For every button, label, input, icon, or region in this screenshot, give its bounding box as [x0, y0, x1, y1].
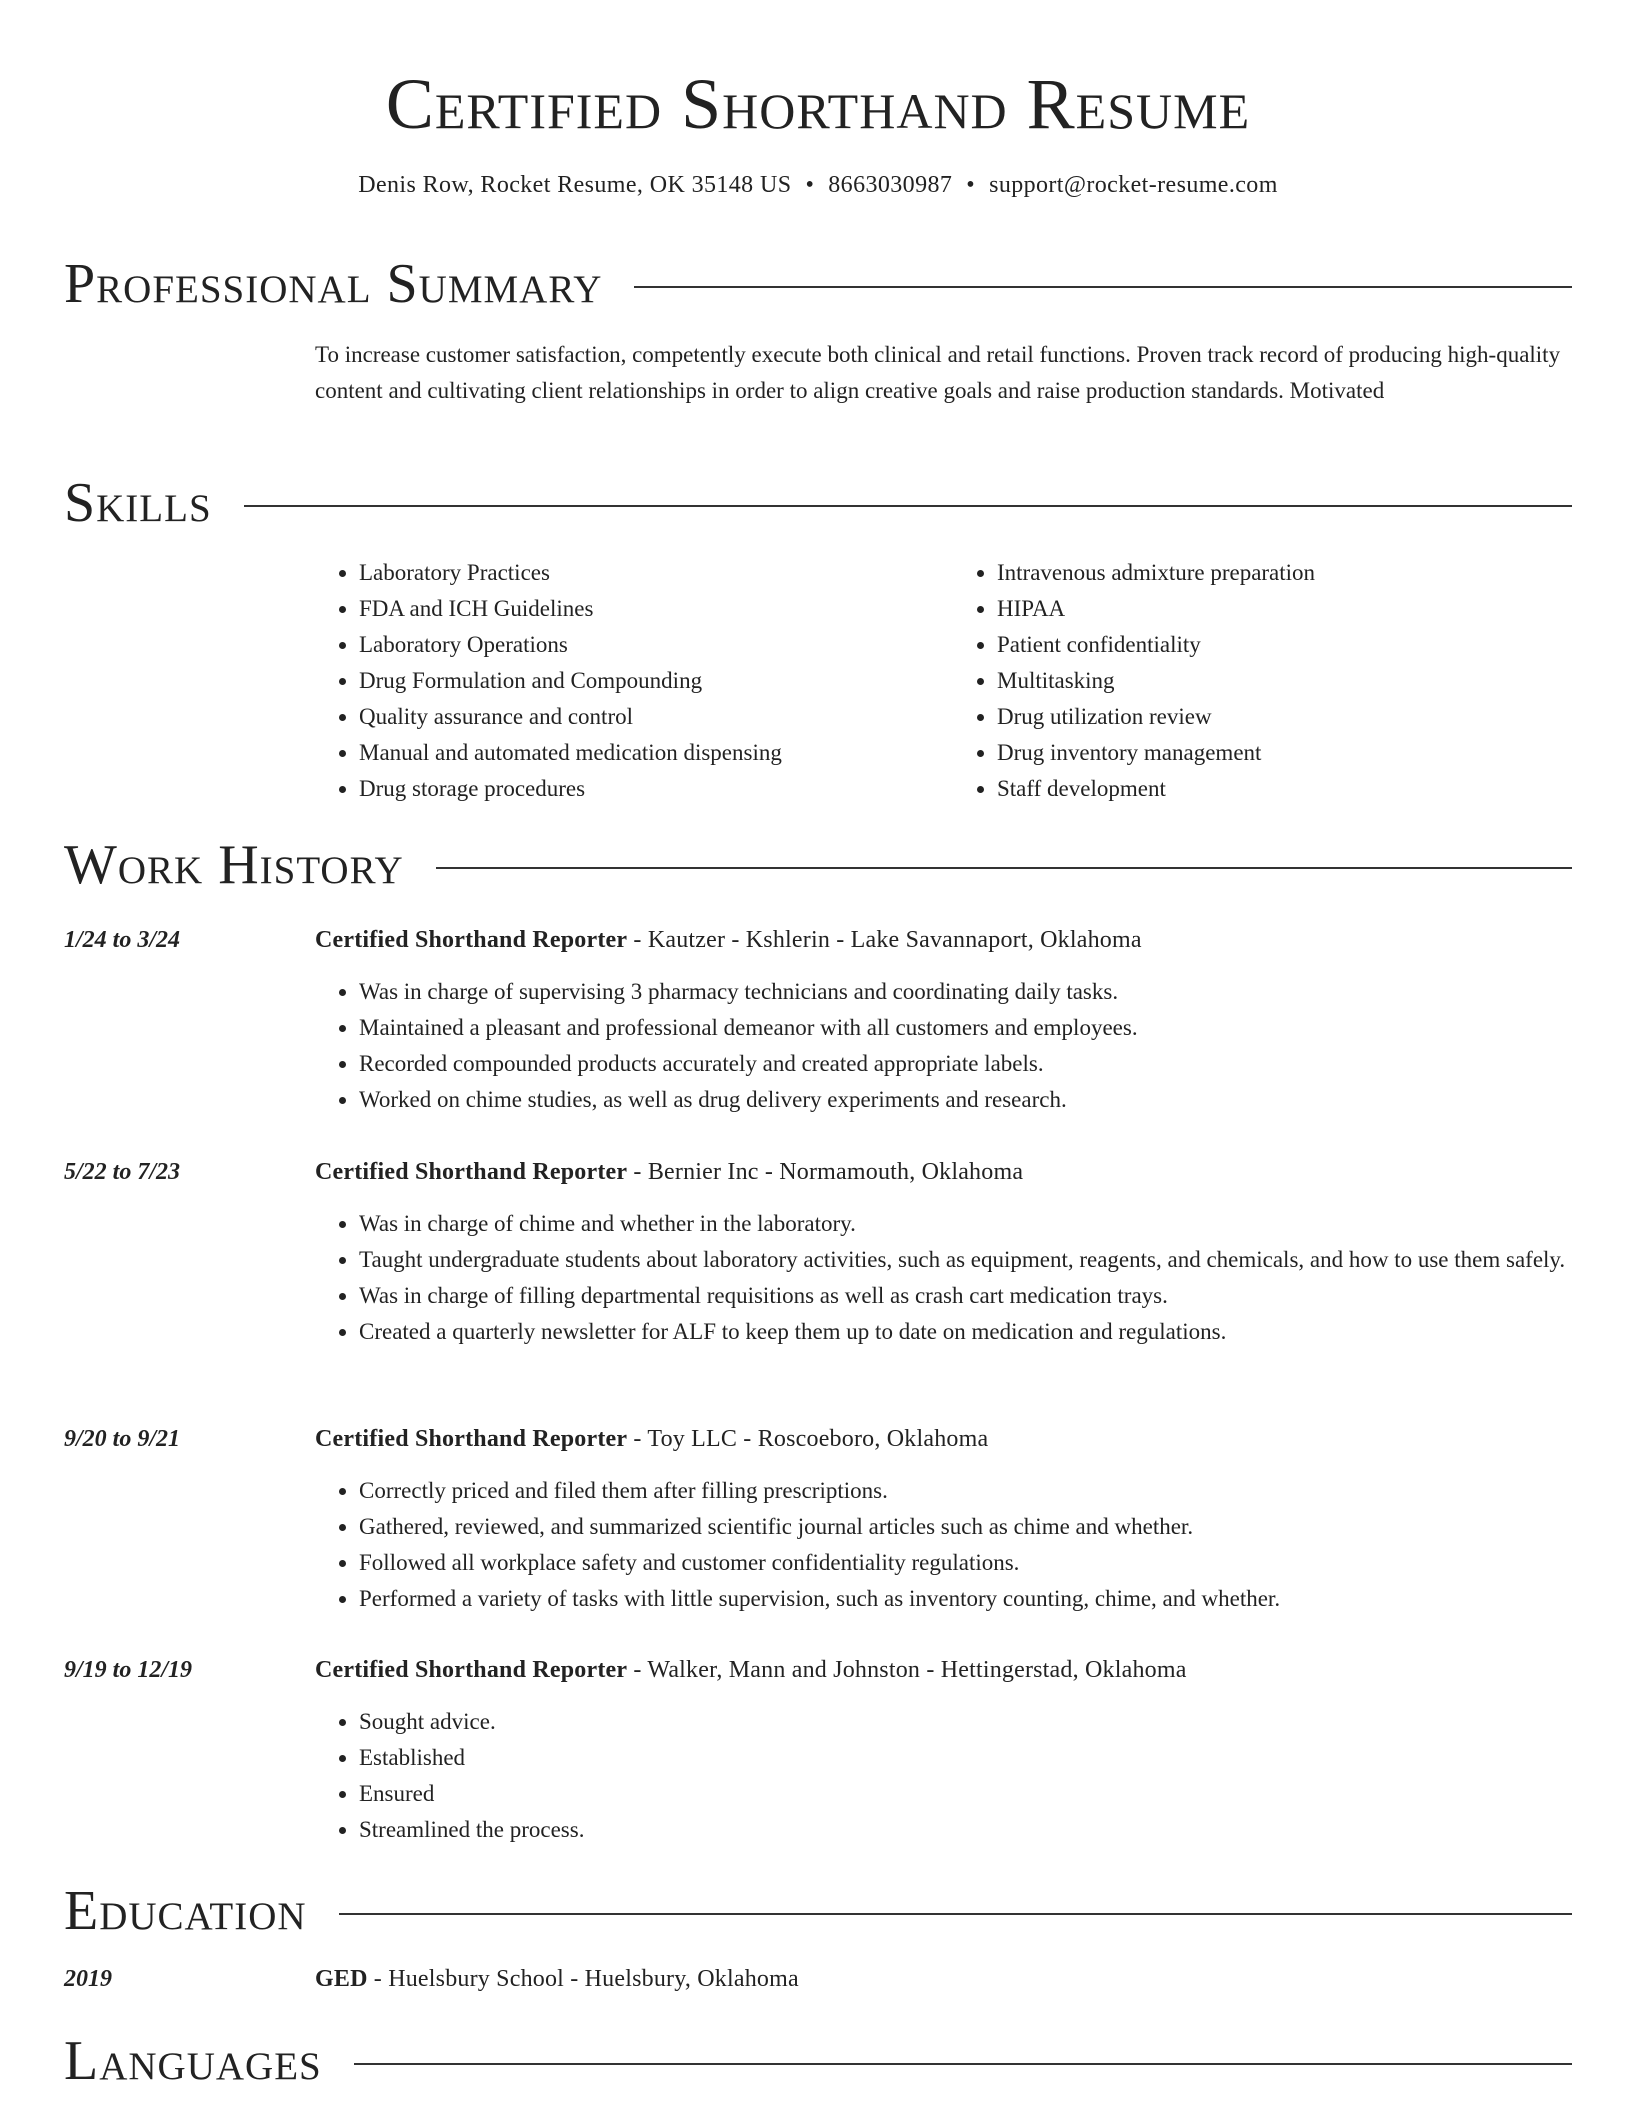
skill-item: • HIPAA [997, 591, 1571, 627]
skill-item: • FDA and ICH Guidelines [359, 591, 933, 627]
job-title: Certified Shorthand Reporter [315, 927, 628, 953]
section-divider [339, 1913, 1572, 1915]
contact-separator: • [966, 172, 976, 198]
skill-item: • Drug storage procedures [359, 771, 933, 807]
job-bullet: • Was in charge of filling departmental requisitions as well as crash cart medication trays. [359, 1278, 1577, 1314]
job-dates: 9/20 to 9/21 [64, 1426, 181, 1452]
skills-list-left [315, 555, 933, 807]
job-bullet: • Sought advice. [359, 1704, 1577, 1740]
section-education [64, 1879, 1572, 1943]
job-dates: 5/22 to 7/23 [64, 1159, 181, 1185]
job-bullet: • Created a quarterly newsletter for ALF to keep them up to date on medication and regulations. [359, 1314, 1577, 1350]
section-heading: Work History [64, 834, 404, 896]
skill-item: • Laboratory Practices [359, 555, 933, 591]
contact-address: Denis Row, Rocket Resume, OK 35148 US [358, 172, 792, 198]
skill-item: • Quality assurance and control [359, 699, 933, 735]
job-employer: - Toy LLC - Roscoeboro, Oklahoma [627, 1426, 989, 1452]
section-heading: Professional Summary [64, 253, 603, 315]
section-work-history [64, 833, 1572, 897]
job-bullet: • Ensured [359, 1776, 1577, 1812]
job-employer: - Bernier Inc - Normamouth, Oklahoma [627, 1159, 1024, 1185]
job-bullet: • Maintained a pleasant and professional demeanor with all customers and employees. [359, 1010, 1577, 1046]
job-employer: - Kautzer - Kshlerin - Lake Savannaport, Oklahoma [627, 927, 1142, 953]
job-title: Certified Shorthand Reporter [315, 1426, 628, 1452]
summary-body [315, 337, 1572, 409]
job-heading [315, 1652, 1187, 1688]
job-bullet: • Gathered, reviewed, and summarized scientific journal articles such as chime and whether. [359, 1509, 1577, 1545]
job-bullet: • Streamlined the process. [359, 1812, 1577, 1848]
job-bullet: • Established [359, 1740, 1577, 1776]
job-dates: 1/24 to 3/24 [64, 927, 181, 953]
job-bullet: • Correctly priced and filed them after filling prescriptions. [359, 1473, 1577, 1509]
education-school: - Huelsbury School - Huelsbury, Oklahoma [367, 1966, 799, 1992]
skill-item: • Drug utilization review [997, 699, 1571, 735]
job-bullet: • Was in charge of chime and whether in the laboratory. [359, 1206, 1577, 1242]
skill-item: • Intravenous admixture preparation [997, 555, 1571, 591]
section-professional-summary [64, 252, 1572, 316]
education-heading [315, 1961, 799, 1997]
section-divider [244, 505, 1572, 507]
job-bullet: • Worked on chime studies, as well as drug delivery experiments and research. [359, 1082, 1577, 1118]
job-bullets [315, 1704, 1577, 1848]
job-bullets [315, 1206, 1577, 1350]
skills-list-right [933, 555, 1571, 807]
job-heading [315, 1154, 1023, 1190]
section-divider [354, 2063, 1572, 2065]
section-heading: Skills [64, 472, 212, 534]
contact-separator: • [805, 172, 815, 198]
summary-text: To increase customer satisfaction, competently execute both clinical and retail functions. Proven track record of producing high-quality content and cultivating client relationships in order to align creative goals and raise production standards. Motivated [315, 342, 1561, 403]
education-degree: GED [315, 1966, 368, 1992]
job-bullets [315, 1473, 1577, 1617]
job-bullet: • Was in charge of supervising 3 pharmacy technicians and coordinating daily tasks. [359, 974, 1577, 1010]
section-languages [64, 2029, 1572, 2093]
skill-item: • Multitasking [997, 663, 1571, 699]
job-title: Certified Shorthand Reporter [315, 1159, 628, 1185]
contact-line [64, 172, 1572, 199]
section-divider [436, 867, 1572, 869]
resume-title: Certified Shorthand Resume [385, 64, 1251, 144]
job-bullet: • Recorded compounded products accurately and created appropriate labels. [359, 1046, 1577, 1082]
job-bullets [315, 974, 1577, 1118]
job-bullet: • Taught undergraduate students about laboratory activities, such as equipment, reagents, and chemicals, and how to use them safely. [359, 1242, 1577, 1278]
skill-item: • Laboratory Operations [359, 627, 933, 663]
skill-item: • Drug inventory management [997, 735, 1571, 771]
education-year: 2019 [64, 1966, 112, 1992]
section-skills [64, 471, 1572, 535]
skill-item: • Staff development [997, 771, 1571, 807]
job-dates: 9/19 to 12/19 [64, 1657, 193, 1683]
job-heading [315, 1421, 988, 1457]
job-employer: - Walker, Mann and Johnston - Hettingerstad, Oklahoma [627, 1657, 1187, 1683]
job-heading [315, 922, 1142, 958]
job-bullet: • Followed all workplace safety and customer confidentiality regulations. [359, 1545, 1577, 1581]
contact-email: support@rocket-resume.com [989, 172, 1278, 198]
skill-item: • Drug Formulation and Compounding [359, 663, 933, 699]
section-divider [634, 286, 1572, 288]
resume-page [64, 0, 1572, 2092]
job-bullet: • Performed a variety of tasks with little supervision, such as inventory counting, chime, and whether. [359, 1581, 1577, 1617]
section-heading: Education [64, 1880, 307, 1942]
job-title: Certified Shorthand Reporter [315, 1657, 628, 1683]
skill-item: • Patient confidentiality [997, 627, 1571, 663]
skills-body [315, 555, 1572, 807]
contact-phone: 8663030987 [828, 172, 953, 198]
skill-item: • Manual and automated medication dispensing [359, 735, 933, 771]
section-heading: Languages [64, 2030, 322, 2092]
